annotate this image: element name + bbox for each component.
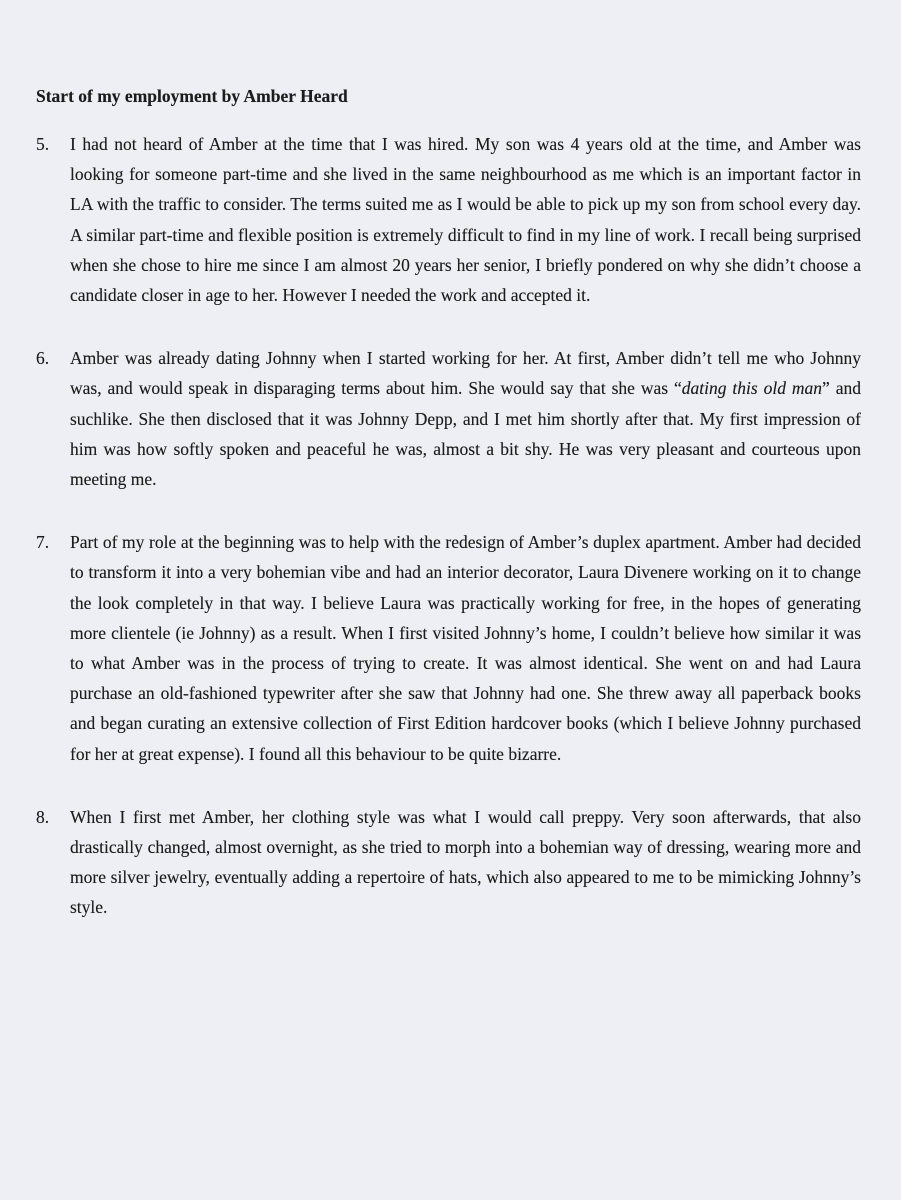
quoted-phrase: dating this old man	[681, 378, 823, 399]
paragraph-6	[36, 343, 861, 494]
paragraph-text: When I first met Amber, her clothing style was what I would call preppy. Very soon afterwards, that also drastically changed, almost overnight, as she tried to morph into a bohemian way of dressing, wearing more and more silver jewelry, eventually adding a repertoire of hats, which also appeared to me to be mimicking Johnny’s style.	[70, 806, 861, 918]
paragraph-number: 6.	[36, 348, 50, 369]
paragraph-text: Part of my role at the beginning was to help with the redesign of Amber’s duplex apartment. Amber had decided to transform it into a very bohemian vibe and had an interior decorator, Laura Divenere working on it to change the look completely in that way. I believe Laura was practically working for free, in the hopes of generating more clientele (ie Johnny) as a result. When I first visited Johnny’s home, I couldn’t believe how similar it was to what Amber was in the process of trying to create. It was almost identical. She went on and had Laura purchase an old-fashioned typewriter after she saw that Johnny had one. She threw away all paperback books and began curating an extensive collection of First Edition hardcover books (which I believe Johnny purchased for her at great expense). I found all this behaviour to be quite bizarre.	[70, 532, 861, 764]
paragraph-text	[70, 343, 861, 494]
paragraph-text: I had not heard of Amber at the time that I was hired. My son was 4 years old at the time, and Amber was looking for someone part-time and she lived in the same neighbourhood as me which is an important factor in LA with the traffic to consider. The terms suited me as I would be able to pick up my son from school every day. A similar part-time and flexible position is extremely difficult to find in my line of work. I recall being surprised when she chose to hire me since I am almost 20 years her senior, I briefly pondered on why she didn’t choose a candidate closer in age to her. However I needed the work and accepted it.	[70, 134, 861, 306]
paragraph-8	[36, 802, 861, 923]
section-heading: Start of my employment by Amber Heard	[36, 86, 348, 106]
paragraph-text-part: ” and suchlike. She then disclosed that it was Johnny Depp, and I met him shortly after that. My first impression of him was how softly spoken and peaceful he was, almost a bit shy. He was very pleasant and courteous upon meeting me.	[70, 378, 862, 490]
paragraph-number: 7.	[36, 532, 50, 553]
paragraph-5	[36, 129, 861, 310]
paragraph-number: 8.	[36, 806, 50, 827]
paragraph-number: 5.	[36, 134, 50, 154]
paragraph-7	[36, 527, 861, 769]
paragraph-text-part: Amber was already dating Johnny when I started working for her. At first, Amber didn’t tell me who Johnny was, and would speak in disparaging terms about him. She would say that she was “	[70, 348, 861, 399]
